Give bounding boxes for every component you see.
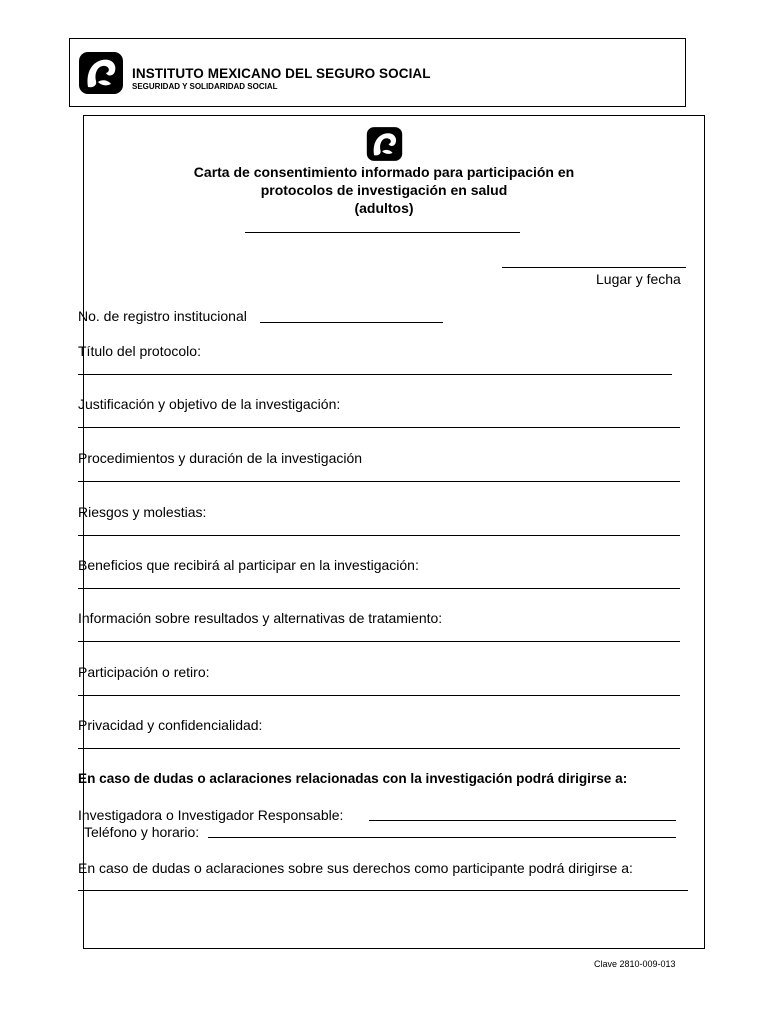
phone-field[interactable] [208,837,676,838]
registration-number-label: No. de registro institucional [78,308,247,324]
institution-tagline: SEGURIDAD Y SOLIDARIDAD SOCIAL [132,82,278,91]
benefits-field[interactable] [78,588,680,589]
results-info-label: Información sobre resultados y alternativas de tratamiento: [78,610,443,626]
imss-eagle-logo-icon [366,126,403,162]
registration-number-field[interactable] [260,322,443,323]
doubts-heading: En caso de dudas o aclaraciones relacionadas con la investigación podrá dirigirse a: [78,771,628,786]
benefits-label: Beneficios que recibirá al participar en la investigación: [78,557,419,573]
title-blank-line[interactable] [245,232,520,233]
place-date-field[interactable] [502,267,686,268]
participation-field[interactable] [78,695,680,696]
results-info-field[interactable] [78,641,680,642]
protocol-title-field[interactable] [78,374,672,375]
place-date-label: Lugar y fecha [596,271,681,287]
privacy-label: Privacidad y confidencialidad: [78,717,263,733]
participation-label: Participación o retiro: [78,664,210,680]
procedures-field[interactable] [78,481,680,482]
document-code: Clave 2810-009-013 [594,959,676,969]
rights-label: En caso de dudas o aclaraciones sobre sus derechos como participante podrá dirigirse a: [78,860,633,876]
institution-name: INSTITUTO MEXICANO DEL SEGURO SOCIAL [132,66,431,81]
phone-label: Teléfono y horario: [84,824,200,840]
imss-eagle-logo-icon [78,51,124,95]
investigator-label: Investigadora o Investigador Responsable: [78,807,344,823]
form-title-line-1: Carta de consentimiento informado para participación en [193,164,575,180]
protocol-title-label: Título del protocolo: [78,343,201,359]
procedures-label: Procedimientos y duración de la investigación [78,450,363,466]
investigator-field[interactable] [369,820,676,821]
justification-field[interactable] [78,427,680,428]
risks-field[interactable] [78,535,680,536]
privacy-field[interactable] [78,748,680,749]
form-title-line-3: (adultos) [354,200,414,216]
form-title-line-2: protocolos de investigación en salud [260,182,508,198]
risks-label: Riesgos y molestias: [78,504,207,520]
justification-label: Justificación y objetivo de la investigación: [78,396,341,412]
header-banner [69,38,686,107]
rights-field[interactable] [78,890,688,891]
